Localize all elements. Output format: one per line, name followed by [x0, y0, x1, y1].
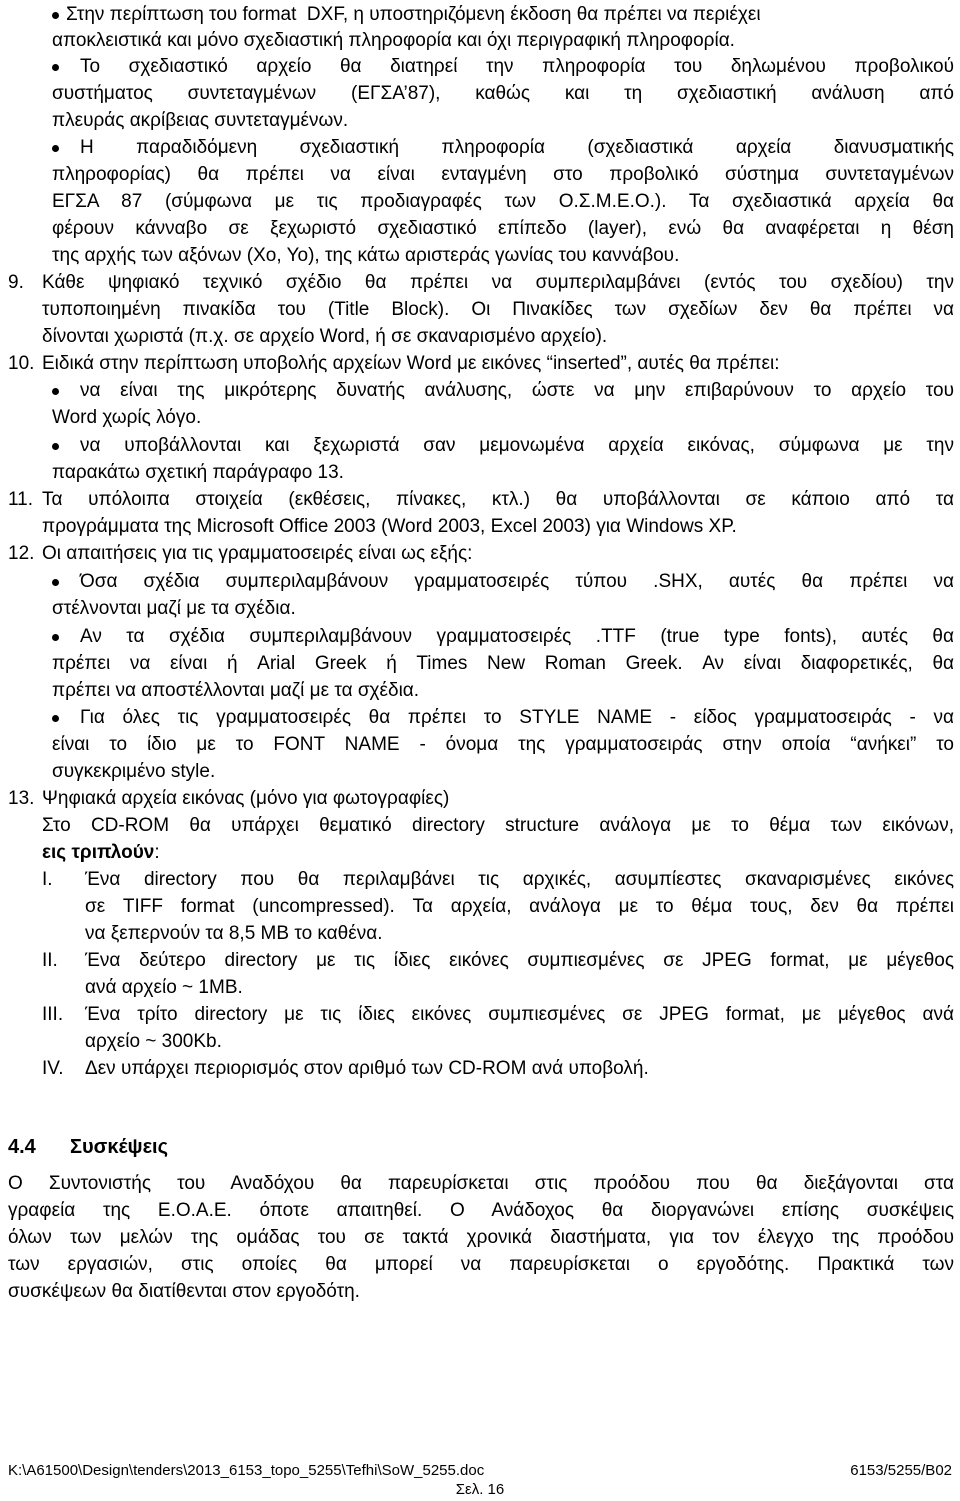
item-number: 12.	[8, 543, 35, 564]
roman-numeral: IV.	[42, 1058, 64, 1079]
bullet-icon	[52, 64, 59, 71]
section-number: 4.4	[8, 1136, 36, 1158]
emphasis-text: εις τριπλούν	[42, 842, 155, 863]
text-line: πρέπει να είναι ή Arial Greek ή Times New Roman Greek. Αν είναι διαφορετικές, θα	[52, 653, 954, 674]
text-line: συστήματος συντεταγμένων (ΕΓΣΑ’87), καθώς και τη σχεδιαστική ανάλυση από	[52, 83, 954, 104]
text-line: Word χωρίς λόγο.	[52, 407, 202, 428]
text-line	[42, 840, 160, 866]
text-line: Κάθε ψηφιακό τεχνικό σχέδιο θα πρέπει να συμπεριλαμβάνει (εντός του σχεδίου) την	[42, 272, 954, 293]
item-number: 13.	[8, 788, 35, 809]
text-line: Δεν υπάρχει περιορισμός στον αριθμό των CD-ROM ανά υποβολή.	[85, 1058, 649, 1079]
text-line: Στο CD-ROM θα υπάρχει θεματικό directory structure ανάλογα με το θέμα των εικόνων,	[42, 815, 954, 836]
bullet-icon	[52, 12, 59, 19]
text-line: πληροφορίας) θα πρέπει να είναι ενταγμένη στο προβολικό σύστημα συντεταγμένων	[52, 164, 954, 185]
roman-numeral: I.	[42, 869, 53, 890]
text-line: στέλνονται μαζί με τα σχέδια.	[52, 598, 296, 619]
text-line: Ο Συντονιστής του Αναδόχου θα παρευρίσκεται στις προόδου που θα διεξάγονται στα	[8, 1173, 954, 1194]
bullet-icon	[52, 443, 59, 450]
item-number: 10.	[8, 353, 35, 374]
text-line: Ειδικά στην περίπτωση υποβολής αρχείων Word με εικόνες “inserted”, αυτές θα πρέπει:	[42, 353, 780, 374]
text-line: Η παραδιδόμενη σχεδιαστική πληροφορία (σχεδιαστικά αρχεία διανυσματικής	[80, 137, 954, 158]
text-line: Όσα σχέδια συμπεριλαμβάνουν γραμματοσειρές τύπου .SHX, αυτές θα πρέπει να	[80, 571, 954, 592]
text-line: συγκεκριμένο style.	[52, 761, 216, 782]
footer-file-path: K:\A61500\Design\tenders\2013_6153_topo_5255\Tefhi\SoW_5255.doc	[8, 1462, 485, 1479]
text-line: πρέπει να αποστέλλονται μαζί με τα σχέδια.	[52, 680, 420, 701]
footer-page-number: Σελ. 16	[455, 1481, 505, 1498]
text-line: αποκλειστικά και μόνο σχεδιαστική πληροφορία και όχι περιγραφική πληροφορία.	[52, 30, 735, 51]
text-line: Οι απαιτήσεις για τις γραμματοσειρές είναι ως εξής:	[42, 543, 473, 564]
text-fragment: :	[154, 842, 160, 863]
text-line: Αν τα σχέδια συμπεριλαμβάνουν γραμματοσειρές .TTF (true type fonts), αυτές θα	[80, 626, 954, 647]
bullet-icon	[52, 145, 59, 152]
text-line: της αρχής των αξόνων (Xo, Yo), της κάτω αριστεράς γωνίας του καννάβου.	[52, 245, 680, 266]
text-line: αρχείο ~ 300Kb.	[85, 1031, 222, 1052]
text-line: Ψηφιακά αρχεία εικόνας (μόνο για φωτογραφίες)	[42, 788, 450, 809]
text-line: Το σχεδιαστικό αρχείο θα διατηρεί την πληροφορία του δηλωμένου προβολικού	[80, 56, 954, 77]
text-line: να υποβάλλονται και ξεχωριστά σαν μεμονωμένα αρχεία εικόνας, σύμφωνα με την	[80, 435, 954, 456]
item-number: 11.	[8, 489, 34, 510]
text-line: συσκέψεων θα διατίθενται στον εργοδότη.	[8, 1281, 360, 1302]
text-line: ανά αρχείο ~ 1MB.	[85, 977, 243, 998]
text-line: τυποποιημένη πινακίδα του (Title Block). Οι Πινακίδες των σχεδίων δεν θα πρέπει να	[42, 299, 954, 320]
text-line: Ένα directory που θα περιλαμβάνει τις αρχικές, ασυμπίεστες σκαναρισμένες εικόνες	[85, 869, 954, 890]
text-line: σε TIFF format (uncompressed). Τα αρχεία, ανάλογα με το θέμα τους, δεν θα πρέπει	[85, 896, 954, 917]
text-line: όλων των μελών της ομάδας του σε τακτά χρονικά διαστήματα, για τον έλεγχο της προόδου	[8, 1227, 954, 1248]
bullet-icon	[52, 579, 59, 586]
item-number: 9.	[8, 272, 24, 293]
roman-numeral: II.	[42, 950, 58, 971]
text-line: δίνονται χωριστά (π.χ. σε αρχείο Word, ή σε σκαναρισμένο αρχείο).	[42, 326, 608, 347]
text-line: παρακάτω σχετική παράγραφο 13.	[52, 462, 344, 483]
text-line: είναι το ίδιο με το FONT NAME - όνομα της γραμματοσειράς στην οποία “ανήκει” το	[52, 734, 954, 755]
text-line: να ξεπερνούν τα 8,5 MB το καθένα.	[85, 923, 383, 944]
text-line: γραφεία της Ε.Ο.Α.Ε. όποτε απαιτηθεί. Ο Ανάδοχος θα διοργανώνει επίσης συσκέψεις	[8, 1200, 954, 1221]
text-line: Στην περίπτωση του format DXF, η υποστηριζόμενη έκδοση θα πρέπει να περιέχει	[66, 4, 761, 25]
text-line: ΕΓΣΑ 87 (σύμφωνα με τις προδιαγραφές των Ο.Σ.Μ.Ε.Ο.). Τα σχεδιαστικά αρχεία θα	[52, 191, 954, 212]
text-line: προγράμματα της Microsoft Office 2003 (Word 2003, Excel 2003) για Windows XP.	[42, 516, 737, 537]
text-line: των εργασιών, στις οποίες θα μπορεί να παρευρίσκεται ο εργοδότης. Πρακτικά των	[8, 1254, 954, 1275]
text-line: φέρουν κάνναβο σε ξεχωριστό σχεδιαστικό επίπεδο (layer), ενώ θα αναφέρεται η θέση	[52, 218, 954, 239]
footer-document-code: 6153/5255/B02	[850, 1462, 952, 1479]
text-line: Ένα τρίτο directory με τις ίδιες εικόνες συμπιεσμένες σε JPEG format, με μέγεθος ανά	[85, 1004, 954, 1025]
text-line: πλευράς ακρίβειας συντεταγμένων.	[52, 110, 349, 131]
text-line: να είναι της μικρότερης δυνατής ανάλυσης, ώστε να μην επιβαρύνουν το αρχείο του	[80, 380, 954, 401]
bullet-icon	[52, 388, 59, 395]
bullet-icon	[52, 715, 59, 722]
text-line: Ένα δεύτερο directory με τις ίδιες εικόνες συμπιεσμένες σε JPEG format, με μέγεθος	[85, 950, 954, 971]
text-line: Για όλες τις γραμματοσειρές θα πρέπει το STYLE NAME - είδος γραμματοσειράς - να	[80, 707, 954, 728]
roman-numeral: III.	[42, 1004, 64, 1025]
section-title: Συσκέψεις	[70, 1136, 169, 1158]
bullet-icon	[52, 634, 59, 641]
text-line: Τα υπόλοιπα στοιχεία (εκθέσεις, πίνακες, κτλ.) θα υποβάλλονται σε κάποιο από τα	[42, 489, 954, 510]
